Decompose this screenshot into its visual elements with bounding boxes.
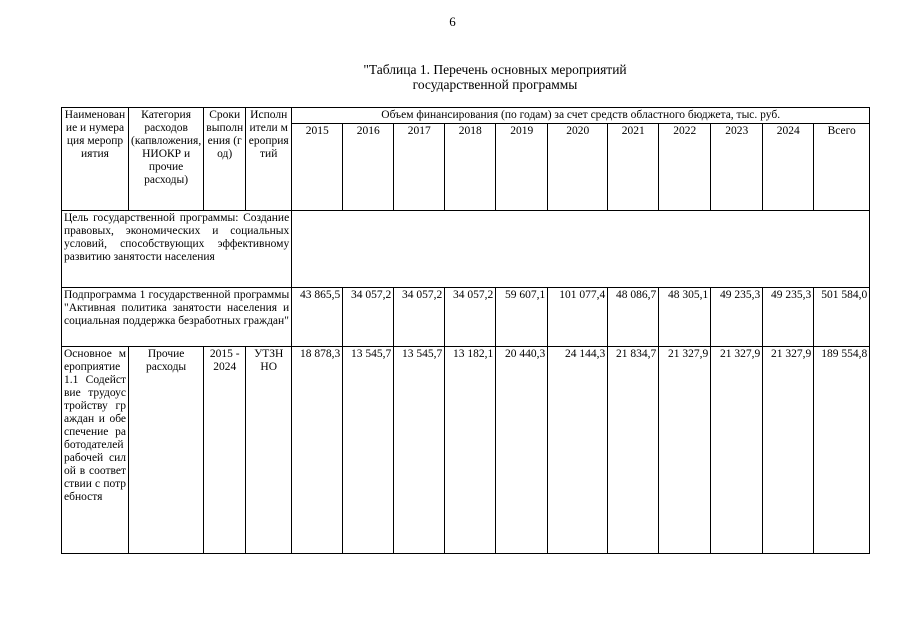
subprogram-value: 48 086,7 <box>608 288 659 347</box>
measure-executor: УТЗН НО <box>246 347 292 554</box>
subprogram-value: 34 057,2 <box>394 288 445 347</box>
table-title <box>280 62 710 92</box>
subprogram-total: 501 584,0 <box>814 288 870 347</box>
subprogram-value: 48 305,1 <box>659 288 711 347</box>
header-category: Категория расходов (капвложения, НИОКР и прочие расходы) <box>129 108 204 211</box>
subprogram-value: 59 607,1 <box>496 288 548 347</box>
measure-value: 18 878,3 <box>292 347 343 554</box>
header-executors: Исполнители мероприятий <box>246 108 292 211</box>
measure-period: 2015 - 2024 <box>204 347 246 554</box>
page-number: 6 <box>449 14 456 29</box>
title-line-1: "Таблица 1. Перечень основных мероприятий <box>363 62 627 77</box>
header-year: 2017 <box>394 124 445 211</box>
header-year: 2016 <box>343 124 394 211</box>
subprogram-value: 34 057,2 <box>445 288 496 347</box>
measure-value: 24 144,3 <box>548 347 608 554</box>
measure-value: 13 545,7 <box>394 347 445 554</box>
header-year: 2019 <box>496 124 548 211</box>
header-year: 2024 <box>763 124 814 211</box>
subprogram-value: 101 077,4 <box>548 288 608 347</box>
header-year: 2015 <box>292 124 343 211</box>
measure-value: 21 327,9 <box>711 347 763 554</box>
header-name: Наименование и нумерация мероприятия <box>62 108 129 211</box>
header-year: 2018 <box>445 124 496 211</box>
header-year: 2021 <box>608 124 659 211</box>
title-line-2: государственной программы <box>412 77 578 92</box>
measure-category: Прочие расходы <box>129 347 204 554</box>
measure-value: 13 545,7 <box>343 347 394 554</box>
header-year: 2020 <box>548 124 608 211</box>
subprogram-value: 49 235,3 <box>763 288 814 347</box>
subprogram-value: 43 865,5 <box>292 288 343 347</box>
header-funding: Объем финансирования (по годам) за счет средств областного бюджета, тыс. руб. <box>292 108 870 124</box>
measure-total: 189 554,8 <box>814 347 870 554</box>
measure-value: 20 440,3 <box>496 347 548 554</box>
goal-row: Цель государственной программы: Создание правовых, экономических и социальных условий, способствующих эффективному развитию занятости населения <box>62 211 292 288</box>
header-total: Всего <box>814 124 870 211</box>
goal-row-empty <box>292 211 870 288</box>
header-year: 2023 <box>711 124 763 211</box>
subprogram-name: Подпрограмма 1 государственной программы "Активная политика занятости населения и социальная поддержка безработных граждан" <box>62 288 292 347</box>
subprogram-value: 49 235,3 <box>711 288 763 347</box>
measure-value: 13 182,1 <box>445 347 496 554</box>
header-year: 2022 <box>659 124 711 211</box>
measure-value: 21 834,7 <box>608 347 659 554</box>
measure-name: Основное мероприятие 1.1 Содействие трудоустройству граждан и обеспечение работодателей рабочей силой в соответствии с потребностя <box>62 347 129 554</box>
measures-table <box>61 107 870 554</box>
measure-value: 21 327,9 <box>659 347 711 554</box>
header-period: Сроки выполнения (год) <box>204 108 246 211</box>
subprogram-value: 34 057,2 <box>343 288 394 347</box>
measure-value: 21 327,9 <box>763 347 814 554</box>
